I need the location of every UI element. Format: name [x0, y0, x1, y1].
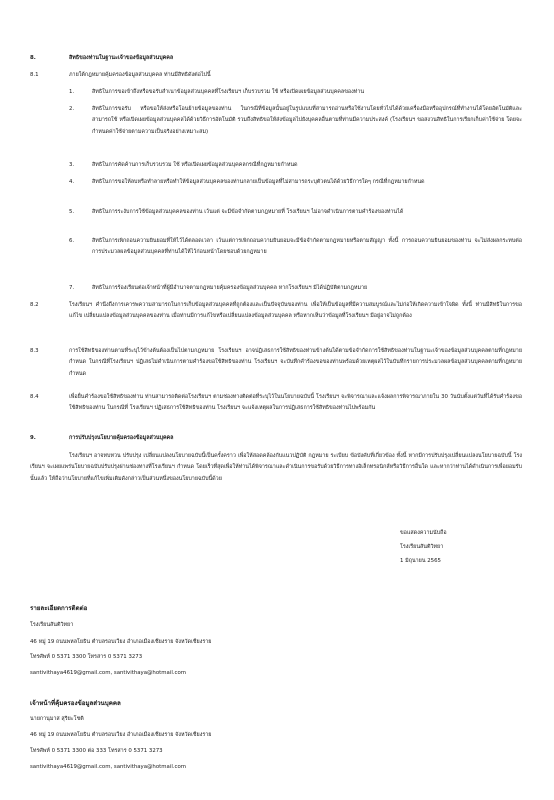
item-3-number: 3. [69, 162, 75, 168]
dpo-email[interactable]: santivithaya4619@gmail.com, santivithaya@hotmail.com [30, 764, 187, 770]
contact-address: 46 หมู่ 19 ถนนพหลโยธิน ตำบลรอบเวียง อำเภอเมืองเชียงราย จังหวัดเชียงราย [30, 639, 212, 645]
item-4-text: สิทธิในการขอให้ลบหรือทำลายหรือทำให้ข้อมูลส่วนบุคคลของท่านกลายเป็นข้อมูลที่ไม่สามารถระบุตัวตนได้ด้วยวิธีการใดๆ กรณีที่กฎหมายกำหนด [92, 179, 425, 185]
contact-name: โรงเรียนสันติวิทยา [30, 622, 74, 628]
section-8-number: 8. [30, 55, 36, 61]
section-8-1-number: 8.1 [30, 72, 39, 78]
item-7-text: สิทธิในการร้องเรียนต่อเจ้าหน้าที่ผู้มีอำนาจตามกฎหมายคุ้มครองข้อมูลส่วนบุคคล หากโรงเรียนฯ มิได้ปฏิบัติตามกฎหมาย [92, 285, 368, 291]
section-8-title: สิทธิของท่านในฐานะเจ้าของข้อมูลส่วนบุคคล [69, 55, 174, 61]
item-2-text: สิทธิในการขอรับ หรือขอให้ส่งหรือโอนย้ายข้อมูลของท่าน ในกรณีที่ข้อมูลนั้นอยู่ในรูปแบบที่สามารถอ่านหรือใช้งานโดยทั่วไปได้ด้วยเครื่องมือหรืออุปกรณ์ที่ทำงานได้โดยอัตโนมัติและสามารถใช้ หรือเปิดเผยข้อมูลส่วนบุคคลได้ด้วยวิธีการอัตโนมัติ รวมถึงสิทธิขอให้ส่งข้อมูลไปยังบุคคลอื่นตามที่ท่านมีความประสงค์ (โรงเรียนฯ ขอสงวนสิทธิในการเรียกเก็บค่าใช้จ่าย โดยจะกำหนดค่าใช้จ่ายตามความเป็นจริงอย่างเหมาะสม) [92, 106, 522, 135]
dpo-phone: โทรศัพท์ 0 5371 3300 ต่อ 333 โทรสาร 0 5371 3273 [30, 748, 163, 754]
item-1-text: สิทธิในการขอเข้าถึงหรือขอรับสำเนาข้อมูลส่วนบุคคลที่โรงเรียนฯ เก็บรวบรวม ใช้ หรือเปิดเผยข้อมูลส่วนบุคคลของท่าน [92, 89, 365, 95]
section-8-1-intro: ภายใต้กฎหมายคุ้มครองข้อมูลส่วนบุคคล ท่านมีสิทธิดังต่อไปนี้ [69, 72, 211, 78]
contact-phone: โทรศัพท์ 0 5371 3300 โทรสาร 0 5371 3273 [30, 654, 143, 660]
para-8-3-number: 8.3 [30, 348, 39, 354]
item-5-text: สิทธิในการระงับการใช้ข้อมูลส่วนบุคคลของท่าน เว้นแต่ จะมีข้อจำกัดตามกฎหมายที่ โรงเรียนฯ ไม่อาจดำเนินการตามคำร้องของท่านได้ [92, 209, 404, 215]
item-6-number: 6. [69, 238, 75, 244]
item-1-number: 1. [69, 89, 75, 95]
para-8-2-text: โรงเรียนฯ คำนึงถึงการเคารพความสามารถในการเก็บข้อมูลส่วนบุคคลที่ถูกต้องและเป็นปัจจุบันของท่าน เพื่อให้เป็นข้อมูลที่มีความสมบูรณ์และไม่ก่อให้เกิดความเข้าใจผิด ทั้งนี้ ท่านมีสิทธิในการขอแก้ไข เปลี่ยนแปลงข้อมูลส่วนบุคคลของท่าน เมื่อท่านมีการแก้ไขหรือเปลี่ยนแปลงข้อมูลส่วนบุคคล หรือหากเห็นว่าข้อมูลที่โรงเรียนฯ มีอยู่อาจไม่ถูกต้อง [69, 302, 522, 320]
contact-heading: รายละเอียดการติดต่อ [30, 605, 88, 612]
dpo-address: 46 หมู่ 19 ถนนพหลโยธิน ตำบลรอบเวียง อำเภอเมืองเชียงราย จังหวัดเชียงราย [30, 732, 212, 738]
para-8-4-text: เพื่อยื่นคำร้องขอใช้สิทธิของท่าน ท่านสามารถติดต่อโรงเรียนฯ ตามช่องทางติดต่อที่ระบุไว้ในนโยบายฉบับนี้ โรงเรียนฯ จะพิจารณาและแจ้งผลการพิจารณาภายใน 30 วันนับตั้งแต่วันที่ได้รับคำร้องขอใช้สิทธิของท่าน ในกรณีที่ โรงเรียนฯ ปฏิเสธการใช้สิทธิของท่าน โรงเรียนฯ จะแจ้งเหตุผลในการปฏิเสธการใช้สิทธิของท่านไปพร้อมกัน [69, 394, 522, 412]
section-9-number: 9. [30, 435, 36, 441]
para-8-2-number: 8.2 [30, 302, 39, 308]
dpo-heading: เจ้าหน้าที่คุ้มครองข้อมูลส่วนบุคคล [30, 700, 121, 707]
item-5-number: 5. [69, 209, 75, 215]
item-6-text: สิทธิในการเพิกถอนความยินยอมที่ให้ไว้ได้ตลอดเวลา เว้นแต่การเพิกถอนความยินยอมจะมีข้อจำกัดตามกฎหมายหรือตามสัญญา ทั้งนี้ การถอนความยินยอมของท่าน จะไม่ส่งผลกระทบต่อการประมวลผลข้อมูลส่วนบุคคลที่ท่านได้ให้ไว้ก่อนหน้าโดยชอบด้วยกฎหมาย [92, 238, 522, 256]
item-3-text: สิทธิในการคัดค้านการเก็บรวบรวม ใช้ หรือเปิดเผยข้อมูลส่วนบุคคลกรณีที่กฎหมายกำหนด [92, 162, 298, 168]
para-8-3-text: การใช้สิทธิของท่านตามที่ระบุไว้ข้างต้นต้องเป็นไปตามกฎหมาย โรงเรียนฯ อาจปฏิเสธการใช้สิทธิของท่านข้างต้นได้ตามข้อจำกัดการใช้สิทธิของท่านในฐานะเจ้าของข้อมูลส่วนบุคคลตามที่กฎหมายกำหนด ในกรณีที่โรงเรียนฯ ปฏิเสธไม่ดำเนินการตามคำร้องขอใช้สิทธิของท่าน โรงเรียนฯ จะบันทึกคำร้องขอของท่านพร้อมด้วยเหตุผลไว้ในบันทึกรายการประมวลผลข้อมูลส่วนบุคคลตามที่กฎหมายกำหนด [69, 348, 522, 377]
item-4-number: 4. [69, 179, 75, 185]
section-9-title: การปรับปรุงนโยบายคุ้มครองข้อมูลส่วนบุคคล [69, 435, 174, 441]
para-8-4-number: 8.4 [30, 394, 39, 400]
closing-date: 1 มิถุนายน 2565 [400, 558, 441, 564]
item-7-number: 7. [69, 285, 75, 291]
closing-organization: โรงเรียนสันติวิทยา [400, 544, 444, 550]
dpo-name: นายกานุมาส สุริยะโชติ [30, 716, 84, 722]
item-2-number: 2. [69, 106, 75, 112]
contact-email[interactable]: santivithaya4619@gmail.com, santivithaya@hotmail.com [30, 670, 187, 676]
closing-line: ขอแสดงความนับถือ [400, 530, 447, 536]
section-9-text: โรงเรียนฯ อาจทบทวน ปรับปรุง เปลี่ยนแปลงนโยบายฉบับนี้เป็นครั้งคราว เพื่อให้สอดคล้องกับแนวปฏิบัติ กฎหมาย ระเบียบ ข้อบังคับที่เกี่ยวข้อง ทั้งนี้ หากมีการปรับปรุงเปลี่ยนแปลงนโยบายฉบับนี้ โรงเรียนฯ จะเผยแพร่นโยบายฉบับปรับปรุงผ่านช่องทางที่โรงเรียนฯ กำหนด โดยเร็วที่สุดเพื่อให้ท่านได้พิจารณาและดำเนินการขอรับด้วยวิธีการทางอิเล็กทรอนิกส์หรือวิธีการอื่นใด และหากว่าท่านได้ดำเนินการเพื่อยอมรับนั้นแล้ว ให้ถือว่านโยบายที่แก้ไขเพิ่มเติมดังกล่าวเป็นส่วนหนึ่งของนโยบายฉบับนี้ด้วย [30, 453, 522, 482]
